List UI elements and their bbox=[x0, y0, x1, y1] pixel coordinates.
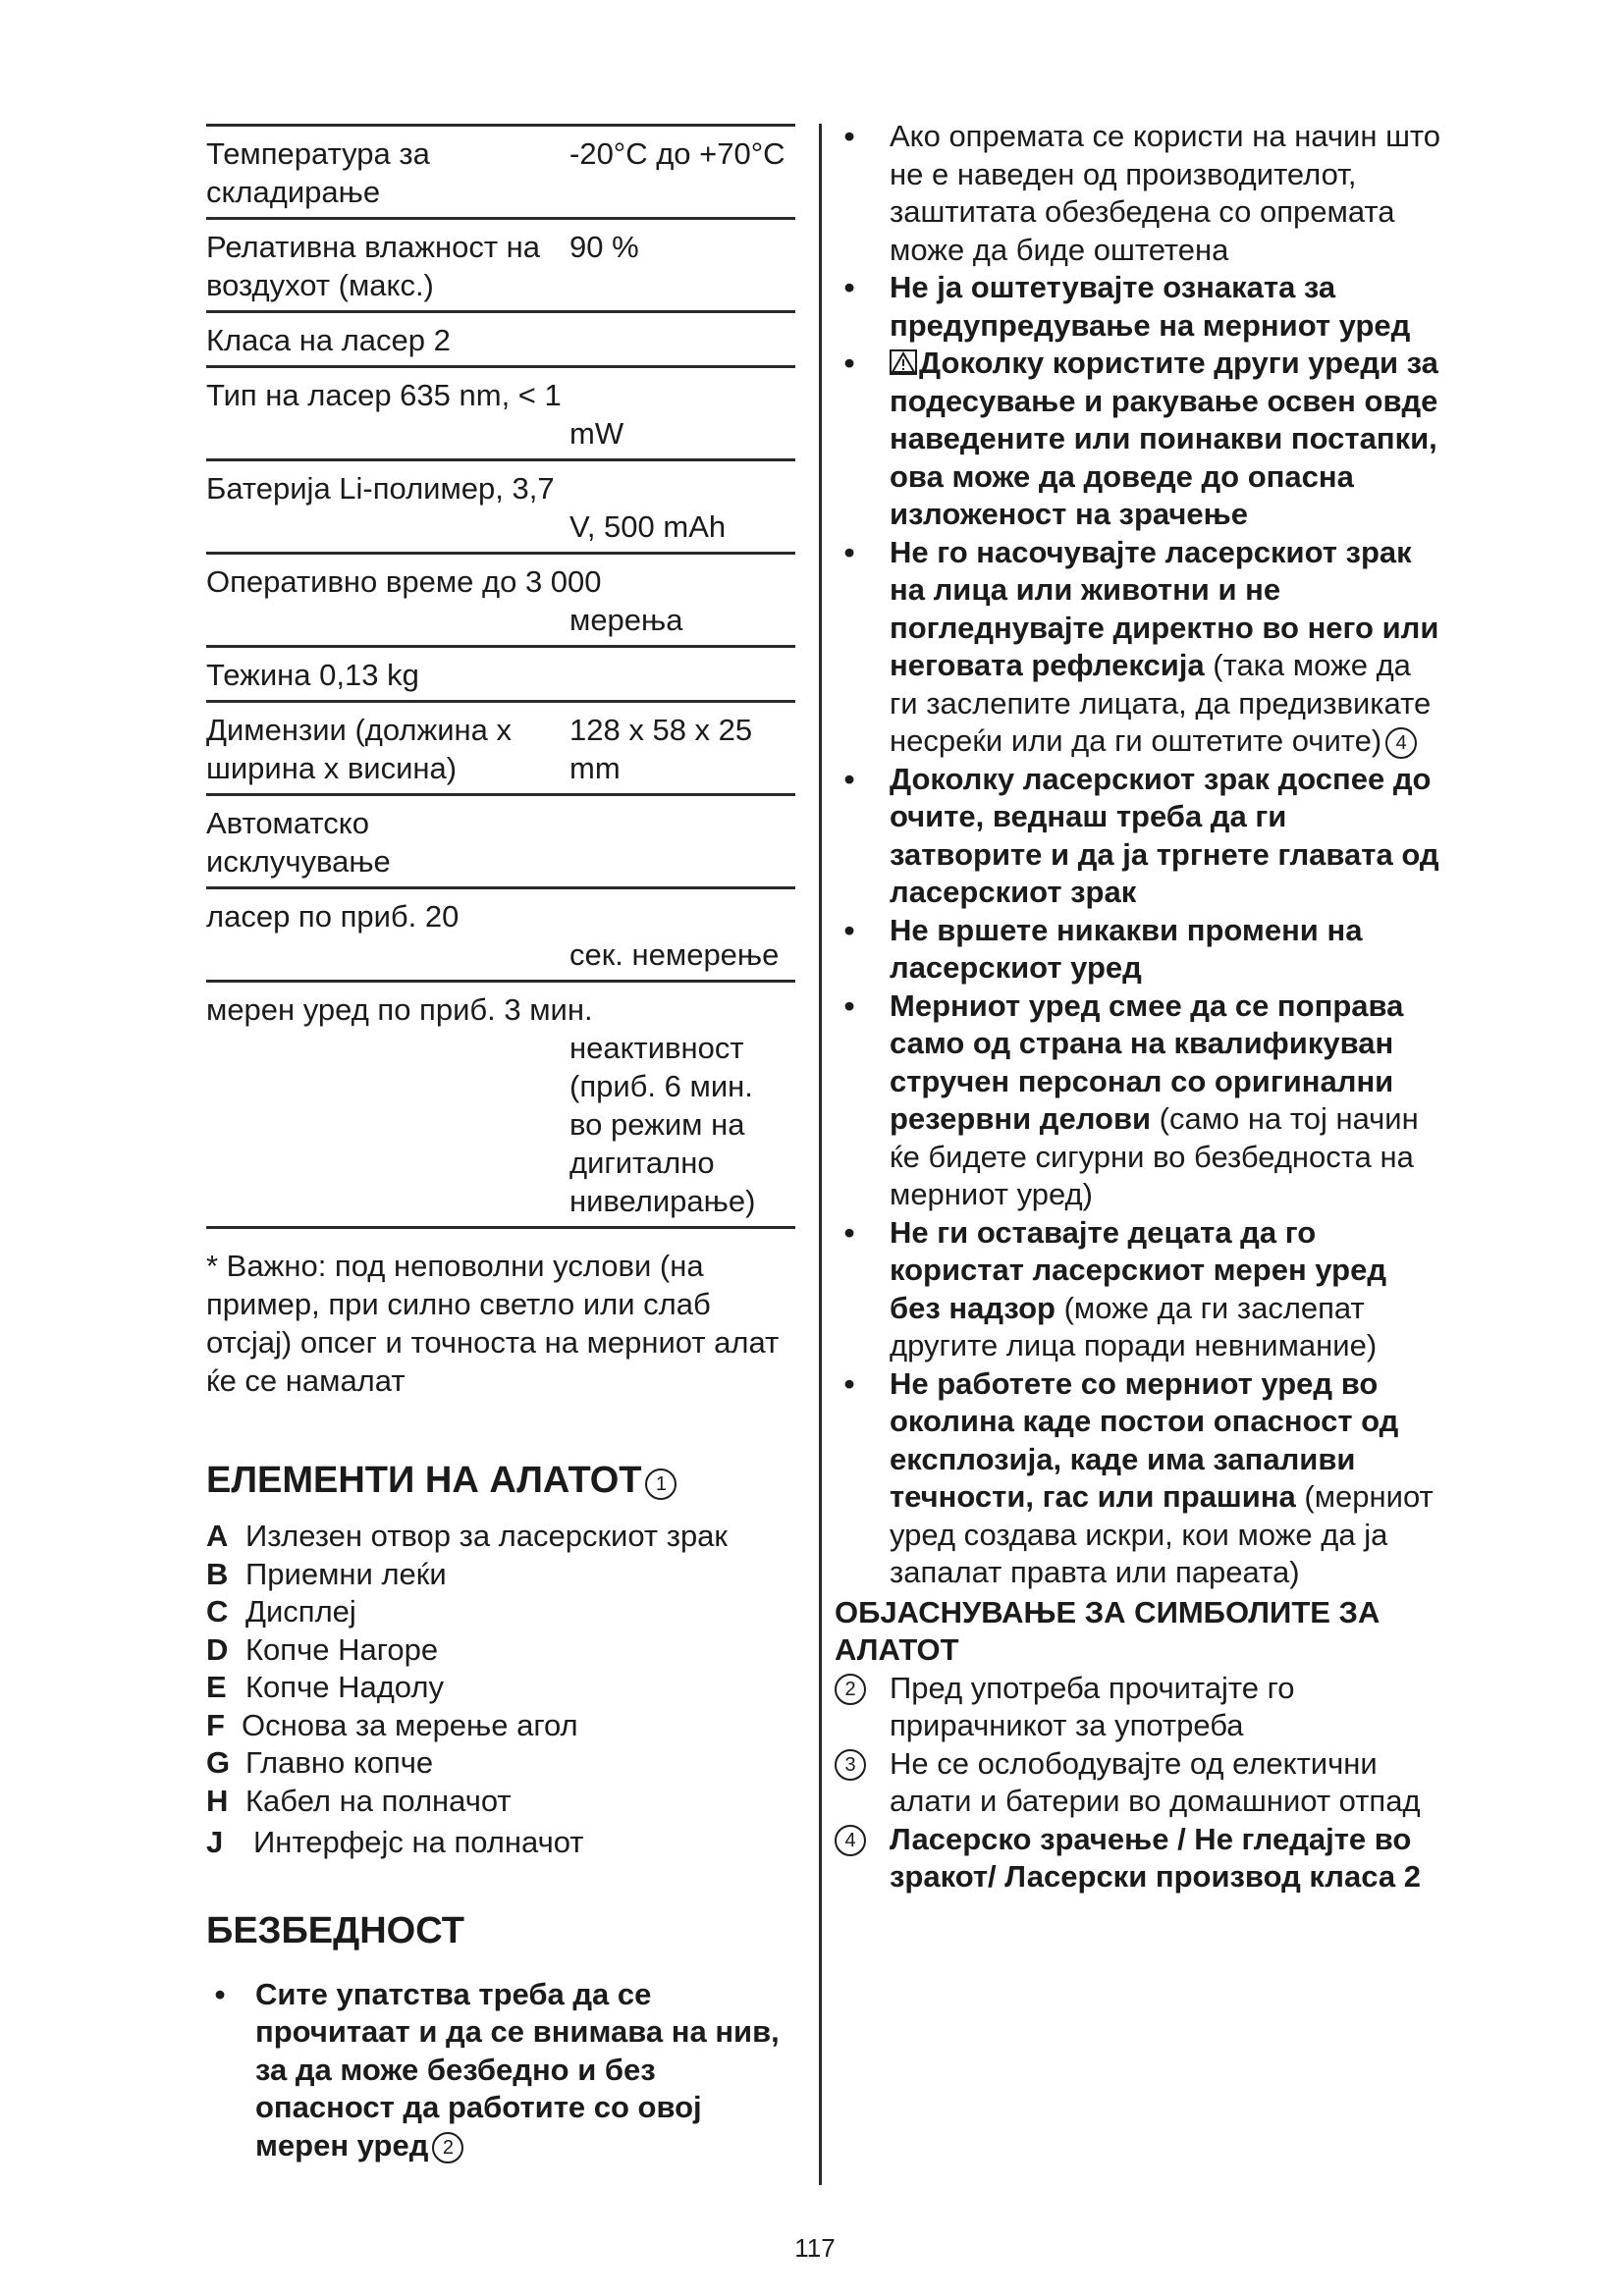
spec-label: Автоматско исклучување bbox=[206, 806, 391, 879]
bullet-text: Сите упатства треба да се прочитаат и да се внимава на нив, за да може безбедно и без опасност да работите со овој мерен уред bbox=[255, 1976, 780, 2163]
bullet-dot: • bbox=[843, 119, 855, 153]
spec-value: 128 x 58 x 25 mm bbox=[569, 713, 753, 785]
bullet-dot: • bbox=[843, 1214, 855, 1250]
elements-title-text: ЕЛЕМЕНТИ НА АЛАТОТ bbox=[206, 1460, 642, 1501]
spec-label: Температура за складирање bbox=[206, 136, 430, 209]
left-column bbox=[206, 124, 795, 2164]
spec-value: mW bbox=[569, 416, 624, 451]
spec-value: сек. немерење bbox=[569, 937, 780, 972]
bullet-text: Не вршете никакви промени на ласерскиот уред bbox=[890, 912, 1363, 985]
spec-value: -20°C до +70°C bbox=[569, 136, 785, 171]
symbol-text: Не се ослободувајте од електични алати и батерии во домашниот отпад bbox=[890, 1745, 1421, 1818]
bullet-text: Доколку користите други уреди за подесување и ракување освен овде наведените или поинакви постапки, ова може да доведе до опасна изложеност на зрачење bbox=[890, 346, 1438, 531]
spec-row bbox=[206, 555, 795, 648]
safety-bullet bbox=[835, 1365, 1443, 1592]
spec-value: мерења bbox=[569, 603, 683, 637]
list-item bbox=[206, 1518, 795, 1556]
symbol-item bbox=[835, 1821, 1443, 1896]
bullet-dot: • bbox=[843, 346, 855, 380]
spec-row bbox=[206, 648, 795, 703]
safety-bullet bbox=[835, 118, 1443, 269]
safety-bullet bbox=[835, 912, 1443, 988]
page-number: 117 bbox=[794, 2233, 836, 2263]
bullet-text: Доколку ласерскиот зрак доспее до очите, веднаш треба да ги затворите и да ја тргнете главата од ласерскиот зрак bbox=[890, 761, 1439, 909]
spec-row bbox=[206, 703, 795, 796]
spec-label: Батерија Li-полимер, 3,7 bbox=[206, 471, 555, 506]
bullet-text: Не ја оштетувајте ознаката за предупредување на мерниот уред bbox=[890, 270, 1411, 343]
accuracy-note: * Важно: под неповолни услови (на пример, при силно светло или слаб отсјај) опсег и точноста на мерниот алат ќе се намалат bbox=[206, 1249, 780, 1398]
spec-label: Тежина 0,13 kg bbox=[206, 658, 419, 692]
bullet-text: (може да ги заслепат другите лица поради невнимание) bbox=[890, 1290, 1378, 1362]
right-column bbox=[835, 118, 1443, 1896]
item-letter: B bbox=[206, 1556, 229, 1591]
list-item bbox=[206, 1669, 795, 1707]
bullet-dot: • bbox=[843, 988, 855, 1023]
spec-row bbox=[206, 461, 795, 555]
item-letter: D bbox=[206, 1631, 229, 1667]
bullet-dot: • bbox=[214, 1976, 226, 2011]
symbol-text: Пред употреба прочитајте го прирачникот за употреба bbox=[890, 1670, 1295, 1742]
elements-title bbox=[206, 1457, 795, 1504]
spec-row bbox=[206, 368, 795, 461]
spec-label: ласер по приб. 20 bbox=[206, 899, 460, 934]
spec-value: неактивност (приб. 6 мин. во режим на дигитално нивелирање) bbox=[569, 1031, 756, 1218]
spec-label: Оперативно време до 3 000 bbox=[206, 564, 602, 599]
spec-row bbox=[206, 796, 795, 889]
column-divider bbox=[819, 124, 822, 2185]
symbol-item bbox=[835, 1670, 1443, 1745]
laser-warning-icon bbox=[890, 349, 917, 375]
item-text: Копче Надолу bbox=[245, 1670, 444, 1704]
safety-title: БЕЗБЕДНОСТ bbox=[206, 1909, 464, 1951]
bullet-dot: • bbox=[843, 912, 855, 947]
item-text: Главно копче bbox=[245, 1745, 434, 1780]
item-text: Дисплеј bbox=[245, 1594, 356, 1629]
item-text: Основа за мерење агол bbox=[242, 1707, 578, 1742]
spec-label: мерен уред по приб. 3 мин. bbox=[206, 992, 593, 1027]
safety-bullet bbox=[835, 345, 1443, 534]
item-text: Излезен отвор за ласерскиот зрак bbox=[245, 1519, 728, 1553]
spec-label: Димензии (должина x ширина x висина) bbox=[206, 713, 513, 785]
spec-row bbox=[206, 313, 795, 368]
spec-label: Релативна влажност на воздухот (макс.) bbox=[206, 230, 540, 302]
symbols-title: ОБЈАСНУВАЊЕ ЗА СИМБОЛИТЕ ЗА АЛАТОТ bbox=[835, 1594, 1380, 1667]
symbol-text: Ласерско зрачење / Не гледајте во зракот/ Ласерски производ класа 2 bbox=[890, 1821, 1421, 1894]
bullet-dot: • bbox=[843, 270, 855, 304]
bullet-text-bold: Не ги оставајте децата да го користат ласерскиот мерен уред без надзор bbox=[890, 1214, 1386, 1325]
item-letter: A bbox=[206, 1519, 229, 1553]
spec-table bbox=[206, 124, 795, 1229]
item-letter: H bbox=[206, 1783, 229, 1818]
item-text: Приемни леќи bbox=[245, 1556, 447, 1591]
safety-bullet bbox=[835, 761, 1443, 912]
bullet-text: Ако опремата се користи на начин што не е наведен од производителот, заштитата обезбедена со опремата може да биде оштетена bbox=[890, 119, 1441, 267]
ref-circle: 2 bbox=[835, 1674, 866, 1705]
bullet-dot: • bbox=[843, 761, 855, 796]
item-letter: G bbox=[206, 1745, 231, 1780]
list-item bbox=[206, 1824, 795, 1862]
spec-row bbox=[206, 220, 795, 313]
item-letter: C bbox=[206, 1594, 229, 1629]
item-letter: J bbox=[206, 1825, 224, 1859]
bullet-text-bold: Не го насочувајте ласерскиот зрак на лица или животни и не погледнувајте директно во него или неговата рефлексија bbox=[890, 534, 1439, 682]
list-item bbox=[206, 1593, 795, 1631]
bullet-text-bold: Не работете со мерниот уред во околина каде постои опасност од експлозија, каде има запаливи течности, гас или прашина bbox=[890, 1365, 1399, 1514]
spec-row bbox=[206, 889, 795, 983]
list-item bbox=[206, 1556, 795, 1594]
safety-bullet bbox=[835, 988, 1443, 1214]
safety-bullet bbox=[206, 1976, 795, 2165]
bullet-text: (само на тој начин ќе бидете сигурни во безбедноста на мерниот уред) bbox=[890, 1101, 1419, 1211]
ref-circle: 2 bbox=[432, 2132, 463, 2163]
bullet-text-bold: Мерниот уред смее да се поправа само од страна на квалификуван стручен персонал со оригинални резервни делови bbox=[890, 988, 1404, 1136]
spec-label: Класа на ласер 2 bbox=[206, 323, 451, 357]
ref-circle: 4 bbox=[835, 1825, 866, 1856]
spec-label: Тип на ласер 635 nm, < 1 bbox=[206, 378, 562, 412]
item-text: Интерфејс на полначот bbox=[253, 1825, 584, 1859]
bullet-dot: • bbox=[843, 1365, 855, 1401]
symbol-item bbox=[835, 1745, 1443, 1821]
spec-row bbox=[206, 983, 795, 1229]
ref-circle: 4 bbox=[1385, 727, 1417, 759]
item-text: Копче Нагоре bbox=[245, 1631, 439, 1667]
bullet-dot: • bbox=[843, 534, 855, 569]
list-item bbox=[206, 1707, 795, 1745]
ref-circle: 1 bbox=[645, 1468, 677, 1500]
bullet-text: (мерниот уред создава искри, кои може да ја запалат правта или пареата) bbox=[890, 1479, 1434, 1589]
spec-row bbox=[206, 127, 795, 220]
elements-list bbox=[206, 1518, 795, 1862]
safety-bullet bbox=[835, 1214, 1443, 1365]
item-text: Кабел на полначот bbox=[245, 1783, 512, 1818]
safety-bullet bbox=[835, 269, 1443, 345]
item-letter: E bbox=[206, 1670, 227, 1704]
item-letter: F bbox=[206, 1707, 225, 1742]
spec-value: 90 % bbox=[569, 230, 639, 264]
list-item bbox=[206, 1783, 795, 1821]
list-item bbox=[206, 1744, 795, 1783]
ref-circle: 3 bbox=[835, 1749, 866, 1781]
safety-bullet bbox=[835, 534, 1443, 761]
spec-value: V, 500 mAh bbox=[569, 509, 727, 544]
bullet-text: (така може да ги заслепите лицата, да предизвикате несреќи или да ги оштетите очите) bbox=[890, 648, 1432, 758]
list-item bbox=[206, 1631, 795, 1670]
